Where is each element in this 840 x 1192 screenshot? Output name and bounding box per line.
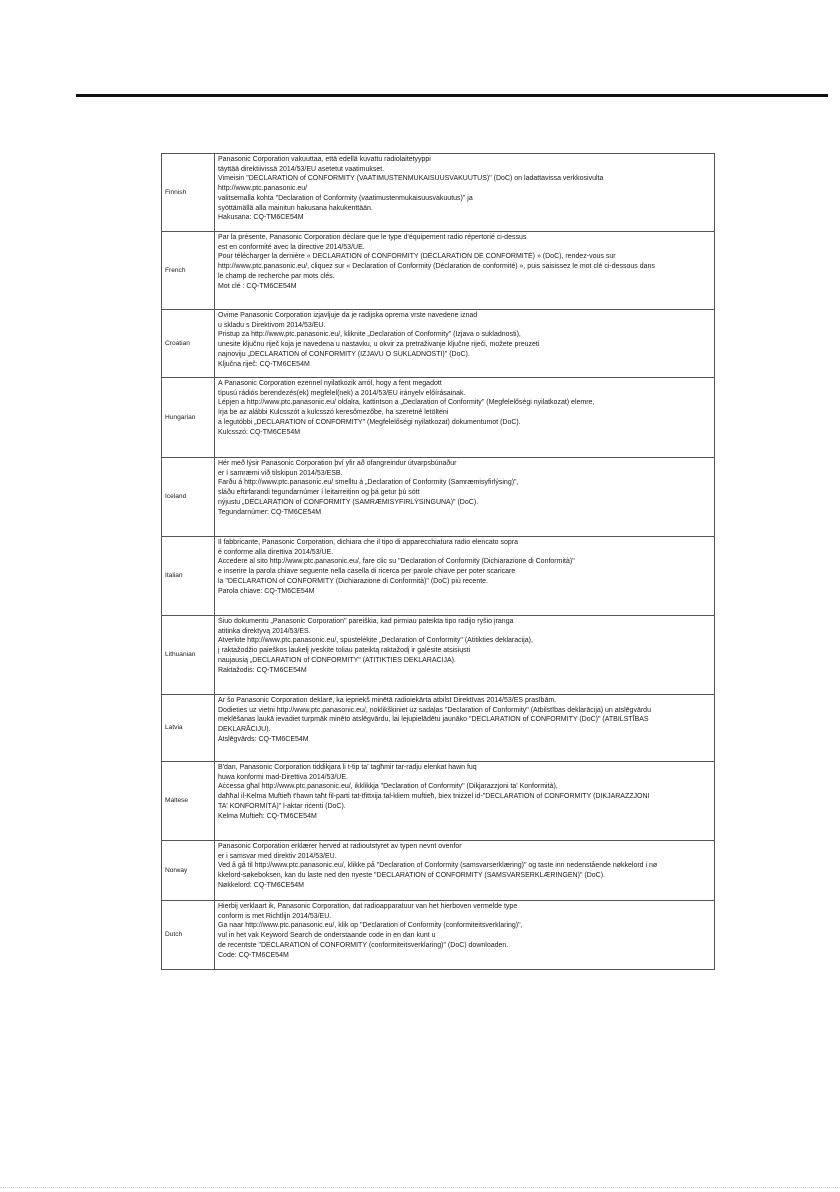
- declaration-line: Ključna riječ: CQ-TM6CE54M: [218, 360, 310, 368]
- declaration-line: unesite ključnu riječ koja je navedena u nastavku, u okvir za pretraživanje ključne riječi, možete preuzeti: [218, 341, 540, 349]
- page-bottom-edge: [0, 1187, 840, 1188]
- declaration-line: de recentste "DECLARATION of CONFORMITY (conformiteitsverklaring)" (DoC) downloaden.: [218, 941, 509, 949]
- declaration-line: Code: CQ-TM6CE54M: [218, 951, 289, 959]
- language-name: Italian: [162, 537, 215, 616]
- declaration-line: B'dan, Panasonic Corporation tiddikjara li t-tip ta' tagħmir tar-radju elenkat hawn fuq: [218, 764, 477, 771]
- declaration-line: http://www.ptc.panasonic.eu/: [218, 185, 308, 193]
- declaration-line: le champ de recherche par mots clés.: [218, 272, 335, 280]
- language-name: French: [162, 232, 215, 310]
- declaration-line: atitinka direktyvą 2014/53/ES.: [218, 627, 311, 635]
- declaration-line: e inserire la parola chiave seguente nella casella di ricerca per parole chiave per poter scaricare: [218, 568, 516, 576]
- declaration-line: a legutóbbi „DECLARATION of CONFORMITY" (Megfelelőségi nyilatkozat) dokumentumot (DoC).: [218, 418, 521, 426]
- declaration-line: Raktažodis: CQ-TM6CE54M: [218, 666, 307, 674]
- declaration-line: syöttämällä alla mainitun hakusana hakukenttään.: [218, 204, 373, 212]
- language-name: Maltese: [162, 762, 215, 841]
- declaration-line: Hér með lýsir Panasonic Corporation því yfir að ofangreindur útvarpsbúnaður: [218, 460, 457, 467]
- declaration-line: la "DECLARATION of CONFORMITY (Dichiarazione di Conformità)" (DoC) più recente.: [218, 577, 489, 585]
- declaration-text: [215, 378, 715, 458]
- language-row-italian: [162, 537, 715, 616]
- language-row-hungarian: [162, 378, 715, 458]
- declaration-line: Mot clé : CQ-TM6CE54M: [218, 282, 297, 290]
- doc-declarations-table: [161, 153, 715, 970]
- declaration-line: u skladu s Direktivom 2014/53/EU.: [218, 321, 326, 329]
- declaration-line: Hakusana: CQ-TM6CE54M: [218, 214, 304, 222]
- declaration-line: TA' KONFORMITÀ)" l-aktar riċenti (DoC).: [218, 802, 346, 810]
- declaration-line: è conforme alla direttiva 2014/53/UE.: [218, 548, 334, 556]
- language-name: Dutch: [162, 901, 215, 970]
- language-row-croatian: [162, 310, 715, 378]
- declaration-line: Il fabbricante, Panasonic Corporation, dichiara che il tipo di apparecchiatura radio elencato sopra: [218, 539, 519, 546]
- declaration-line: Šiuo dokumentu „Panasonic Corporation" pareiškia, kad pirmiau pateikta tipo radijo ryšio įranga: [218, 618, 514, 625]
- declaration-line: Panasonic Corporation vakuuttaa, että edellä kuvattu radiolaitetyyppi: [218, 156, 431, 163]
- declaration-text: [215, 841, 715, 901]
- declaration-line: Ga naar http://www.ptc.panasonic.eu/, klik op "Declaration of Conformity (conformiteitsverklaring)",: [218, 922, 523, 930]
- declaration-line: valitsemalla kohta "Declaration of Conformity (vaatimustenmukaisuusvakuutus)" ja: [218, 194, 473, 202]
- declaration-line: Atslēgvārds: CQ-TM6CE54M: [218, 735, 309, 743]
- declaration-line: est en conformité avec la directive 2014/53/UE.: [218, 243, 365, 251]
- declaration-line: Par la présente, Panasonic Corporation déclare que le type d'équipement radio répertorié ci-dessus: [218, 234, 527, 241]
- declaration-line: vul in het vak Keyword Search de onderstaande code in en dan kunt u: [218, 932, 436, 940]
- language-name: Hungarian: [162, 378, 215, 458]
- language-row-iceland: [162, 458, 715, 537]
- declaration-text: [215, 458, 715, 537]
- declaration-line: Dodieties uz vietni http://www.ptc.panasonic.eu/, noklikšķiniet uz sadaļas "Declaration of Conformity" (Atbilstības deklarācija) un atslēgvārdu: [218, 706, 651, 714]
- language-name: Lithuanian: [162, 616, 215, 695]
- declaration-line: Pour télécharger la dernière « DECLARATION of CONFORMITY (DÉCLARATION DE CONFORMITÉ) » (DoC), rendez-vous sur: [218, 253, 616, 261]
- language-row-dutch: [162, 901, 715, 970]
- declaration-line: Kelma Muftieħ: CQ-TM6CE54M: [218, 812, 317, 820]
- declaration-line: Atverkite http://www.ptc.panasonic.eu/, spustelėkite „Declaration of Conformity" (Atitikties deklaracija),: [218, 637, 533, 645]
- language-row-finnish: [162, 154, 715, 232]
- declaration-line: Parola chiave: CQ-TM6CE54M: [218, 587, 315, 595]
- declaration-text: [215, 762, 715, 841]
- language-row-maltese: [162, 762, 715, 841]
- declaration-line: A Panasonic Corporation ezennel nyilatkozik arról, hogy a fent megadott: [218, 380, 442, 387]
- declaration-line: írja be az alábbi Kulcsszót a kulcsszó keresőmezőbe, ha szeretné letölteni: [218, 409, 449, 417]
- declaration-line: http://www.ptc.panasonic.eu/, cliquez sur « Declaration of Conformity (Déclaration de conformité) », puis saisissez le mot clé ci-dessous dans: [218, 263, 655, 271]
- declaration-text: [215, 616, 715, 695]
- declaration-line: täyttää direktiivissä 2014/53/EU asetetut vaatimukset.: [218, 165, 385, 173]
- declaration-text: [215, 695, 715, 762]
- declaration-line: Tegundarnúmer: CQ-TM6CE54M: [218, 508, 322, 516]
- language-row-latvia: [162, 695, 715, 762]
- doc-table-body: [162, 154, 715, 970]
- declaration-line: Lépjen a http://www.ptc.panasonic.eu/ oldalra, kattintson a „Declaration of Conformity" (Megfelelőségi nyilatkozat) elemre,: [218, 399, 595, 407]
- declaration-line: Panasonic Corporation erklærer herved at radioutstyret av typen nevnt ovenfor: [218, 843, 462, 850]
- declaration-line: er i samsvar med direktiv 2014/53/EU.: [218, 852, 337, 860]
- language-row-norway: [162, 841, 715, 901]
- declaration-line: meklēšanas laukā ievadiet turpmāk minēto atslēgvārdu, lai lejupielādētu jaunāko "DECLARATION of CONFORMITY (DoC)" (ATBILSTĪBAS: [218, 716, 649, 724]
- header-rule: [76, 94, 828, 97]
- declaration-line: Vimeisin "DECLARATION of CONFORMITY (VAATIMUSTENMUKAISUUSVAKUUTUS)" (DoC) on ladattavissa verkkosivulta: [218, 175, 604, 183]
- declaration-line: daħħal il-Kelma Muftieħ t'hawn taħt fil-parti tat-tfittxija tal-kliem muftieħ, biex tniżżel id-"DECLARATION of CONFORMITY (DIKJARAZZJONI: [218, 793, 650, 801]
- declaration-text: [215, 154, 715, 232]
- language-name: Latvia: [162, 695, 215, 762]
- language-row-french: [162, 232, 715, 310]
- declaration-line: Farðu á http://www.ptc.panasonic.eu/ smelltu á „Declaration of Conformity (Samræmisyfirlýsing)",: [218, 479, 519, 487]
- declaration-line: típusú rádiós berendezés(ek) megfelel(nek) a 2014/53/EU irányelv előírásainak.: [218, 389, 466, 397]
- declaration-line: Hierbij verklaart ik, Panasonic Corporation, dat radioapparatuur van het hierboven vermelde type: [218, 903, 518, 910]
- declaration-line: er í samræmi við tilskipun 2014/53/ESB.: [218, 469, 343, 477]
- declaration-line: Ved å gå til http://www.ptc.panasonic.eu/, klikke på "Declaration of Conformity (samsvarserklæring)" og taste inn nedenstående nøkkelord i nø: [218, 862, 658, 870]
- declaration-line: naujausią „DECLARATION of CONFORMITY" (ATITIKTIES DEKLARACIJA).: [218, 656, 456, 664]
- declaration-line: DEKLARĀCIJU).: [218, 726, 271, 734]
- declaration-line: najnoviju „DECLARATION of CONFORMITY (IZJAVU O SUKLADNOSTI)" (DoC).: [218, 350, 470, 358]
- language-name: Iceland: [162, 458, 215, 537]
- language-name: Finnish: [162, 154, 215, 232]
- declaration-text: [215, 901, 715, 970]
- declaration-text: [215, 537, 715, 616]
- declaration-line: Aċċessa għal http://www.ptc.panasonic.eu/, ikklikkja "Declaration of Conformity" (Dikjarazzjoni ta' Konformità),: [218, 783, 558, 791]
- declaration-line: Accedere al sito http://www.ptc.panasonic.eu/, fare clic su "Declaration of Conformity (Dichiarazione di Conformità)": [218, 558, 575, 566]
- language-name: Norway: [162, 841, 215, 901]
- declaration-line: Ovime Panasonic Corporation izjavljuje da je radijska oprema vrste navedene iznad: [218, 312, 478, 319]
- declaration-line: sláðu eftirfarandi tegundarnúmer í leitarreitinn og þá getur þú sótt: [218, 489, 420, 497]
- declaration-line: kkelord-søkeboksen, kan du laste ned den nyeste "DECLARATION of CONFORMITY (SAMSVARSERKLÆRINGEN)" (DoC).: [218, 872, 605, 880]
- language-name: Croatian: [162, 310, 215, 378]
- declaration-line: huwa konformi mad-Direttiva 2014/53/UE.: [218, 773, 348, 781]
- declaration-line: Pristup za http://www.ptc.panasonic.eu/, kliknite „Declaration of Conformity" (Izjava o sukladnosti),: [218, 331, 521, 339]
- declaration-line: nýjustu „DECLARATION of CONFORMITY (SAMRÆMISYFIRLÝSINGUNA)" (DoC).: [218, 498, 479, 506]
- declaration-line: Ar šo Panasonic Corporation deklarē, ka iepriekš minētā radioiekārta atbilst Direktīvas 2014/53/ES prasībām.: [218, 697, 557, 704]
- declaration-text: [215, 310, 715, 378]
- declaration-line: Kulcsszó: CQ-TM6CE54M: [218, 428, 301, 436]
- language-row-lithuanian: [162, 616, 715, 695]
- declaration-line: Nøkkelord: CQ-TM6CE54M: [218, 881, 304, 889]
- declaration-line: conform is met Richtlijn 2014/53/EU.: [218, 912, 332, 920]
- declaration-text: [215, 232, 715, 310]
- declaration-line: į raktažodžio paieškos laukelį įveskite toliau pateiktą raktažodį ir galėsite atsisiųsti: [218, 647, 471, 655]
